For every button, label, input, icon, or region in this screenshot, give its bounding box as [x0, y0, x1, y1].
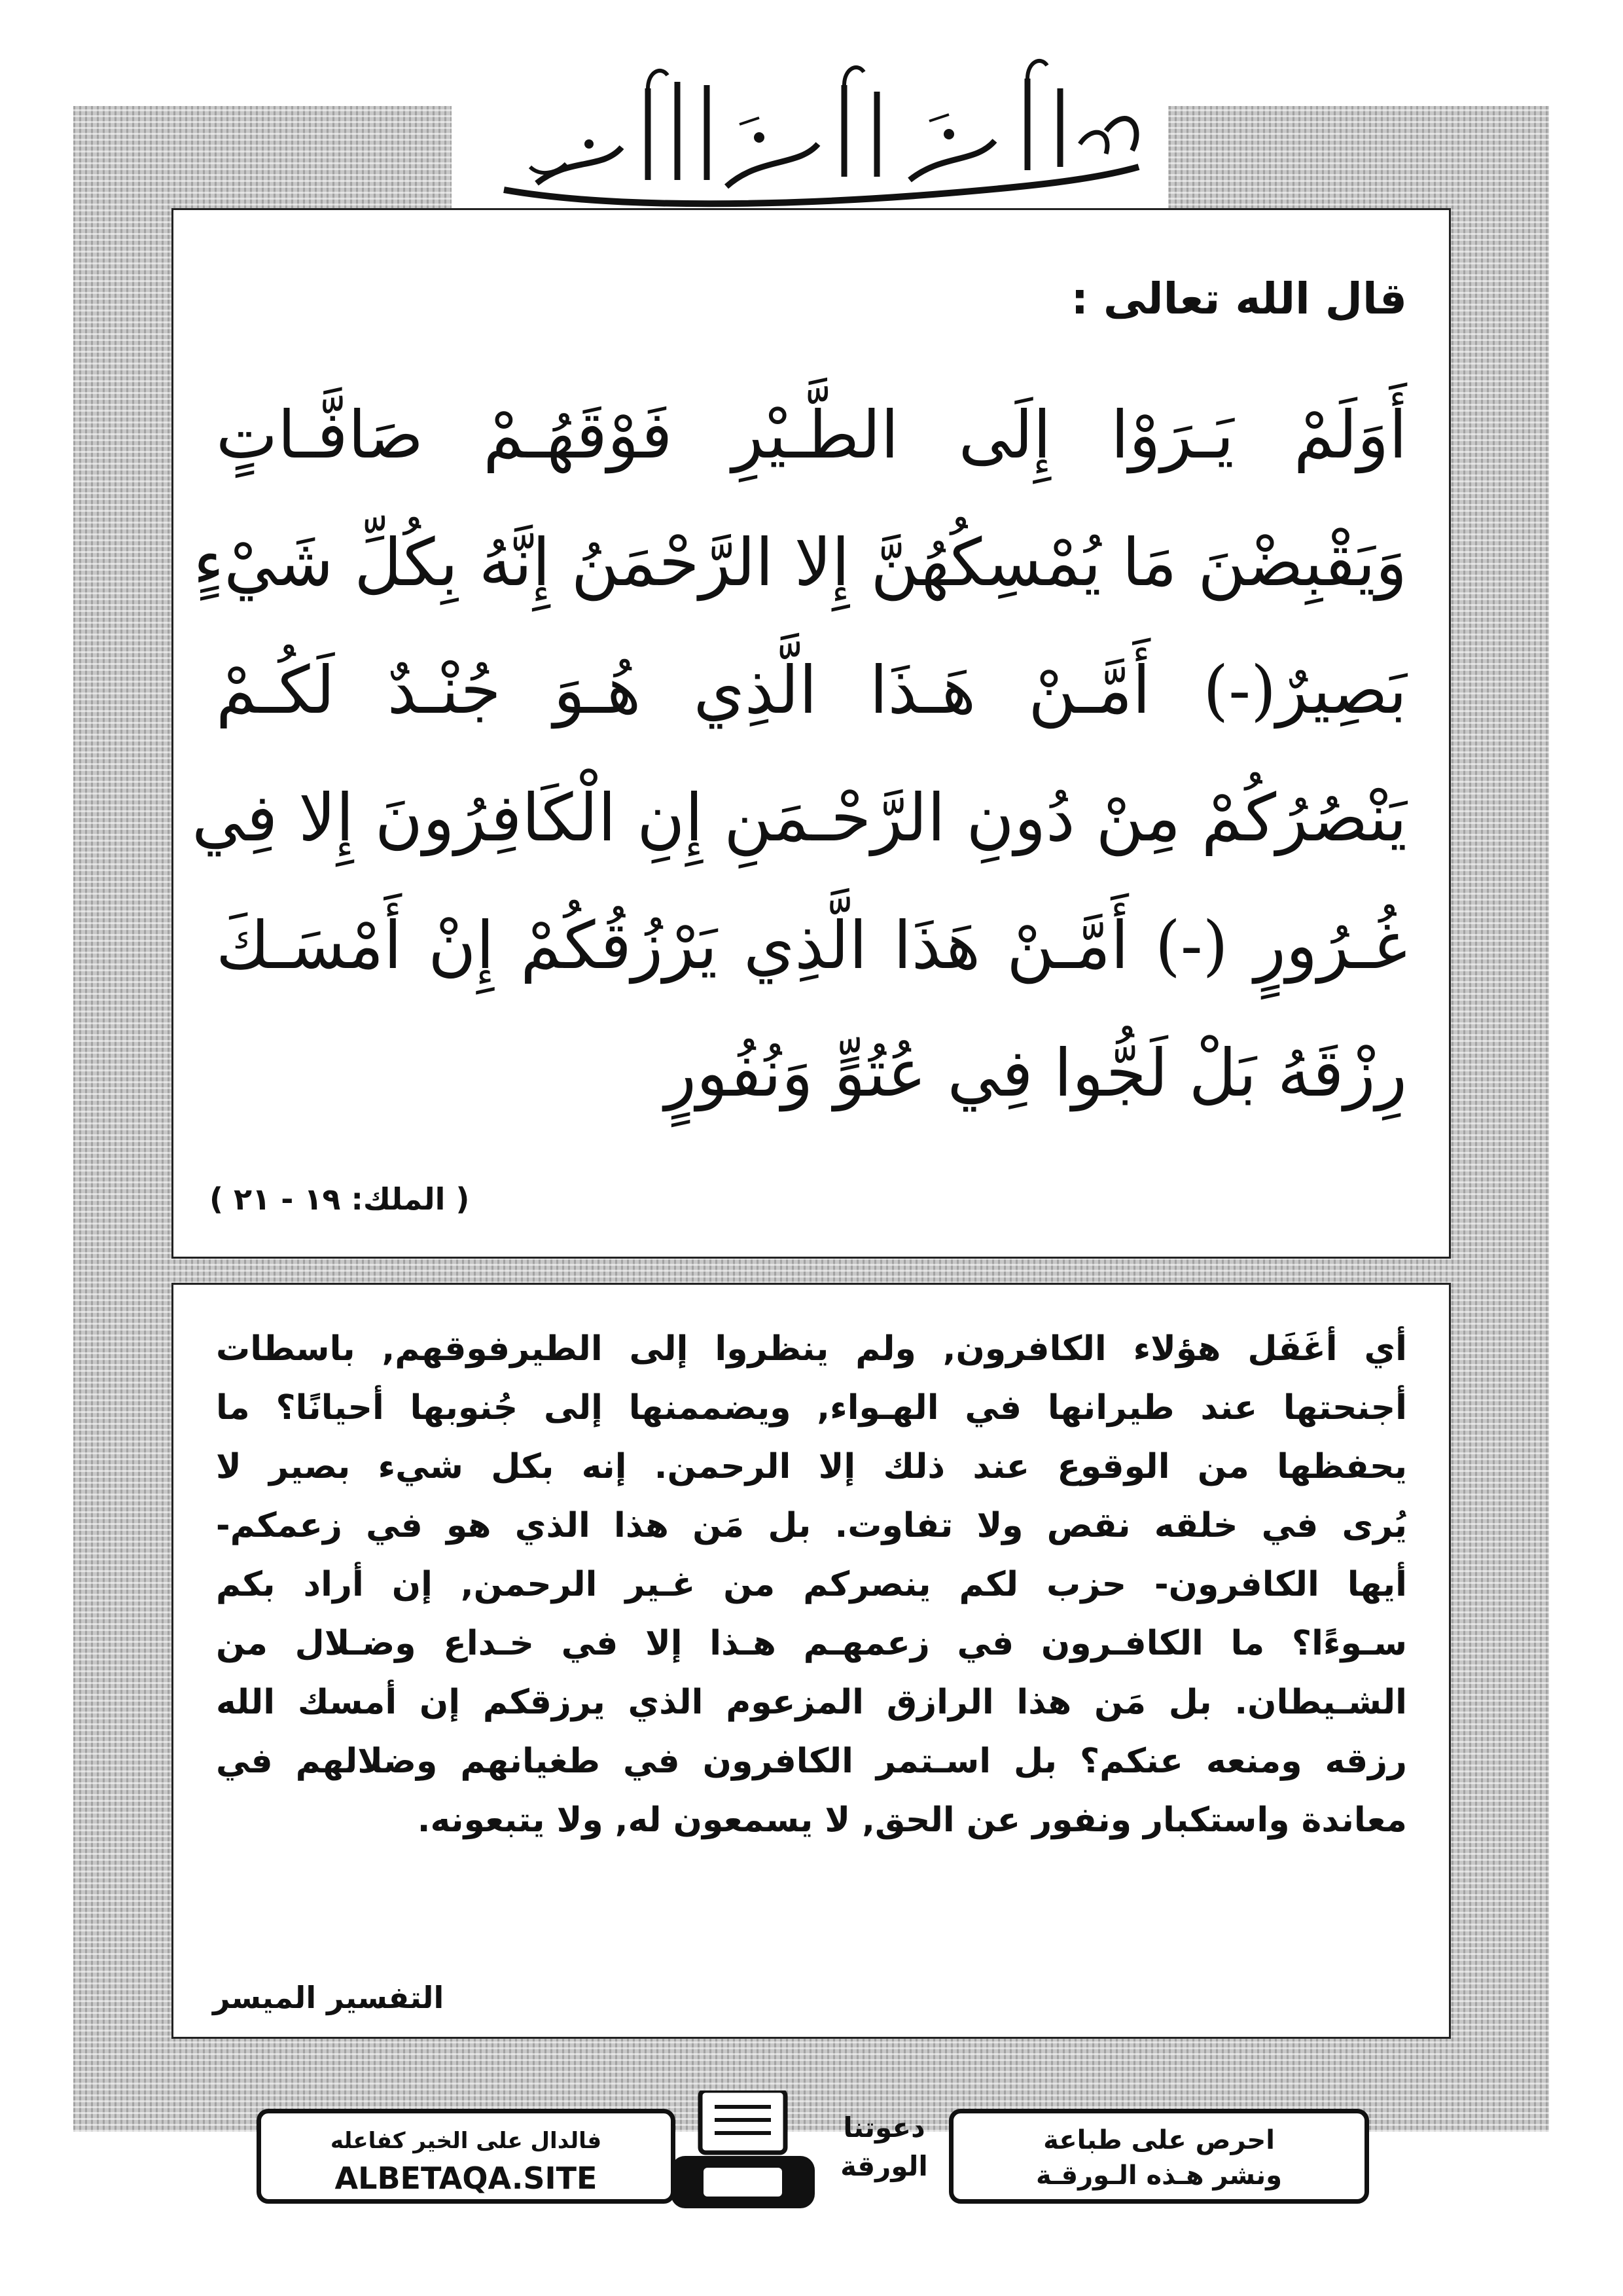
logo-mark — [832, 2109, 936, 2204]
tafsir-line: أيها الكافرون- حزب لكم ينصركم من غـير الرحمن, إن أراد بكم — [216, 1565, 1407, 1604]
appeal-line: احرص على طباعة — [1043, 2125, 1275, 2155]
tafsir-line: أجنحتها عند طيرانها في الهـواء, ويضممنها إلى جُنوبها أحيانًا؟ ما — [216, 1388, 1407, 1427]
tafsir-line: يحفظها من الوقوع عند ذلك إلا الرحمن. إنه بكل شيء بصير لا — [216, 1447, 1407, 1486]
print-appeal-box — [949, 2109, 1369, 2204]
tafsir-line: سـوءًا؟ ما الكافـرون في زعمهـم هـذا إلا في خـداع وضـلال من — [216, 1624, 1407, 1663]
verse-citation: ( الملك: ١٩ - ٢١ ) — [209, 1181, 470, 1217]
logo-line: الورقة — [840, 2149, 928, 2182]
website-link[interactable]: ALBETAQA.SITE — [334, 2161, 597, 2196]
verse-line: يَنْصُرُكُمْ مِنْ دُونِ الرَّحْـمَنِ إِنِ الْكَافِرُونَ إِلا فِي — [192, 780, 1407, 856]
tafsir-line: معاندة واستكبار ونفور عن الحق, لا يسمعون له, ولا يتبعونه. — [417, 1801, 1407, 1840]
verse-line: أَوَلَمْ يَـرَوْا إِلَى الطَّـيْرِ فَوْقَهُـمْ صَافَّـاتٍ — [216, 397, 1407, 473]
verse-line: بَصِيرٌ(-) أَمَّـنْ هَـذَا الَّذِي هُـوَ جُنْـدٌ لَكُـمْ — [216, 652, 1407, 728]
tafsir-source: التفسير الميسر — [213, 1980, 444, 2015]
appeal-line: ونشر هـذه الـورقـة — [1035, 2161, 1283, 2191]
verse-line: غُـرُورٍ (-) أَمَّـنْ هَذَا الَّذِي يَرْزُقُكُمْ إِنْ أَمْسَـكَ — [216, 907, 1407, 984]
website-box — [257, 2109, 675, 2204]
printer-icon — [668, 2090, 818, 2212]
footer-proverb: فالدال على الخير كفاعله — [330, 2128, 602, 2154]
logo-line: دعوتنا — [843, 2111, 925, 2144]
verse-intro: قال الله تعالى : — [1071, 274, 1407, 324]
tafsir-line: الشـيطان. بل مَن هذا الرازق المزعوم الذي يرزقكم إن أمسك الله — [216, 1683, 1407, 1722]
verse-line: وَيَقْبِضْنَ مَا يُمْسِكُهُنَّ إِلا الرَّحْمَنُ إِنَّهُ بِكُلِّ شَيْءٍ — [193, 524, 1407, 601]
verse-line: رِزْقَهُ بَلْ لَجُّوا فِي عُتُوٍّ وَنُفُورٍ — [664, 1035, 1407, 1111]
basmala-calligraphy — [452, 26, 1168, 223]
tafsir-line: رزقه ومنعه عنكم؟ بل اسـتمر الكافرون في طغيانهم وضلالهم في — [216, 1742, 1407, 1781]
footer-bar — [257, 2109, 1369, 2204]
tafsir-line: أي أغَفَل هؤلاء الكافرون, ولم ينظروا إلى الطيرفوقهم, باسطات — [216, 1329, 1407, 1369]
tafsir-line: يُرى في خلقه نقص ولا تفاوت. بل مَن هذا الذي هو في زعمكم- — [216, 1506, 1407, 1545]
